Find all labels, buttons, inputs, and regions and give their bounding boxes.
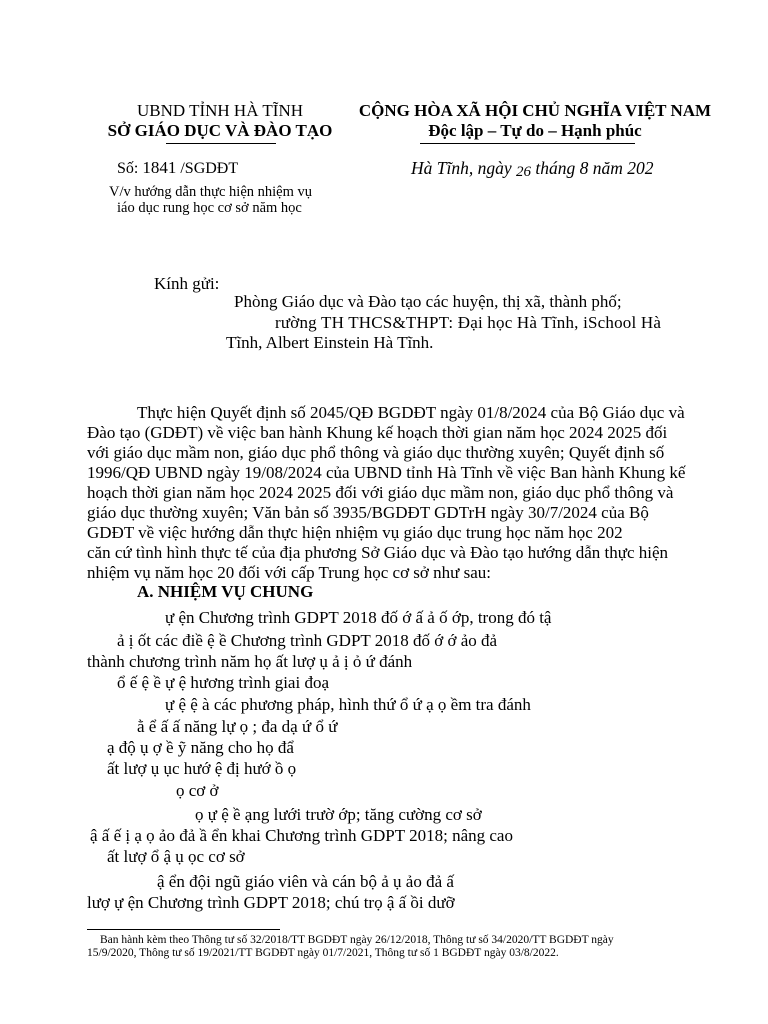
intro-line: với giáo dục mầm non, giáo dục phổ thông và giáo dục thường xuyên; Quyết định số: [87, 443, 665, 462]
intro-line: Thực hiện Quyết định số 2045/QĐ BGDĐT ngày 01/8/2024 của Bộ Giáo dục và: [137, 403, 685, 422]
issuer-department: SỞ GIÁO DỤC VÀ ĐÀO TẠO: [107, 121, 333, 140]
fragment-line: ậ ấ ế ị ạ ọ ảo đả ầ ển khai Chương trình GDPT 2018; nâng cao: [90, 826, 513, 845]
document-number: [117, 158, 238, 178]
recipients-greeting: Kính gửi:: [154, 274, 220, 293]
motto-underline: [420, 143, 635, 144]
fragment-line: ằ ể ấ ấ năng lự ọ ; đa dạ ứ ổ ứ: [137, 717, 338, 736]
fragment-line: ự ện Chương trình GDPT 2018 đố ớ ấ ả ố ớp, trong đó tậ: [165, 608, 552, 627]
issue-date-suffix: tháng 8 năm 202: [531, 158, 654, 178]
intro-line: giáo dục thường xuyên; Văn bản số 3935/BGDĐT GDTrH ngày 30/7/2024 của Bộ: [87, 503, 649, 522]
issue-date: [411, 158, 654, 179]
section-a-heading: A. NHIỆM VỤ CHUNG: [137, 582, 314, 601]
intro-line: 1996/QĐ UBND ngày 19/08/2024 của UBND tỉnh Hà Tĩnh về việc Ban hành Khung kế: [87, 463, 686, 482]
recipient-line-3: Tĩnh, Albert Einstein Hà Tĩnh.: [226, 333, 434, 352]
intro-line: Đào tạo (GDĐT) về việc ban hành Khung kế hoạch thời gian năm học 2024 2025 đối: [87, 423, 668, 442]
footnote-line-1: Ban hành kèm theo Thông tư số 32/2018/TT BGDĐT ngày 26/12/2018, Thông tư số 34/2020/TT BGDĐT ngày: [100, 934, 614, 946]
issue-date-day: 26: [516, 164, 531, 180]
fragment-line: ất lượ ụ ục hướ ệ đị hướ ồ ọ: [107, 759, 297, 778]
fragment-line: ạ độ ụ ợ ề ỹ năng cho họ đẩ: [107, 738, 294, 757]
fragment-line: ổ ế ệ ề ự ệ hương trình giai đoạ: [117, 673, 329, 692]
fragment-line: ất lượ ổ ậ ụ ọc cơ sở: [107, 847, 245, 866]
fragment-line: ả ị ốt các điề ệ ề Chương trình GDPT 2018 đố ớ ớ ảo đả: [117, 631, 498, 650]
fragment-line: ọ cơ ở: [176, 781, 219, 800]
national-title: CỘNG HÒA XÃ HỘI CHỦ NGHĨA VIỆT NAM: [358, 101, 712, 120]
fragment-line: ọ ự ệ ề ạng lưới trườ ớp; tăng cường cơ sở: [195, 805, 482, 824]
recipient-line-2: rường TH THCS&THPT: Đại học Hà Tĩnh, iSchool Hà: [275, 313, 662, 332]
intro-line: nhiệm vụ năm học 20 đối với cấp Trung học cơ sở như sau:: [87, 563, 492, 582]
fragment-line: lượ ự ện Chương trình GDPT 2018; chú trọ ậ ấ ồi dưỡ: [87, 893, 455, 912]
document-number-prefix: Số:: [117, 160, 143, 177]
fragment-line: ự ệ ệ à các phương pháp, hình thứ ổ ứ ạ ọ ềm tra đánh: [165, 695, 531, 714]
issuer-underline: [166, 143, 276, 144]
footnote-divider: [87, 929, 280, 930]
intro-line: căn cứ tình hình thực tế của địa phương Sở Giáo dục và Đào tạo hướng dẫn thực hiện: [87, 543, 669, 562]
recipient-line-1: Phòng Giáo dục và Đào tạo các huyện, thị xã, thành phố;: [234, 292, 622, 311]
fragment-line: thành chương trình năm họ ất lượ ụ ả ị ỏ ứ đánh: [87, 652, 413, 671]
national-motto: Độc lập – Tự do – Hạnh phúc: [428, 121, 642, 140]
intro-line: GDĐT về việc hướng dẫn thực hiện nhiệm vụ giáo dục trung học năm học 202: [87, 523, 623, 542]
footnote-line-2: 15/9/2020, Thông tư số 19/2021/TT BGDĐT ngày 01/7/2021, Thông tư số 1 BGDĐT ngày 03/8/2022.: [87, 947, 559, 959]
subject-line-1: V/v hướng dẫn thực hiện nhiệm vụ: [109, 184, 312, 200]
intro-line: hoạch thời gian năm học 2024 2025 đối với giáo dục mầm non, giáo dục phổ thông và: [87, 483, 674, 502]
document-number-suffix: /SGDĐT: [176, 160, 239, 177]
document-number-value: 1841: [142, 158, 177, 177]
subject-line-2: iáo dục rung học cơ sở năm học: [117, 200, 302, 216]
issuer-province: UBND TỈNH HÀ TĨNH: [136, 101, 304, 120]
issue-date-prefix: Hà Tĩnh, ngày: [411, 158, 516, 178]
fragment-line: ậ ển đội ngũ giáo viên và cán bộ ả ụ ảo đả ấ: [157, 872, 454, 891]
